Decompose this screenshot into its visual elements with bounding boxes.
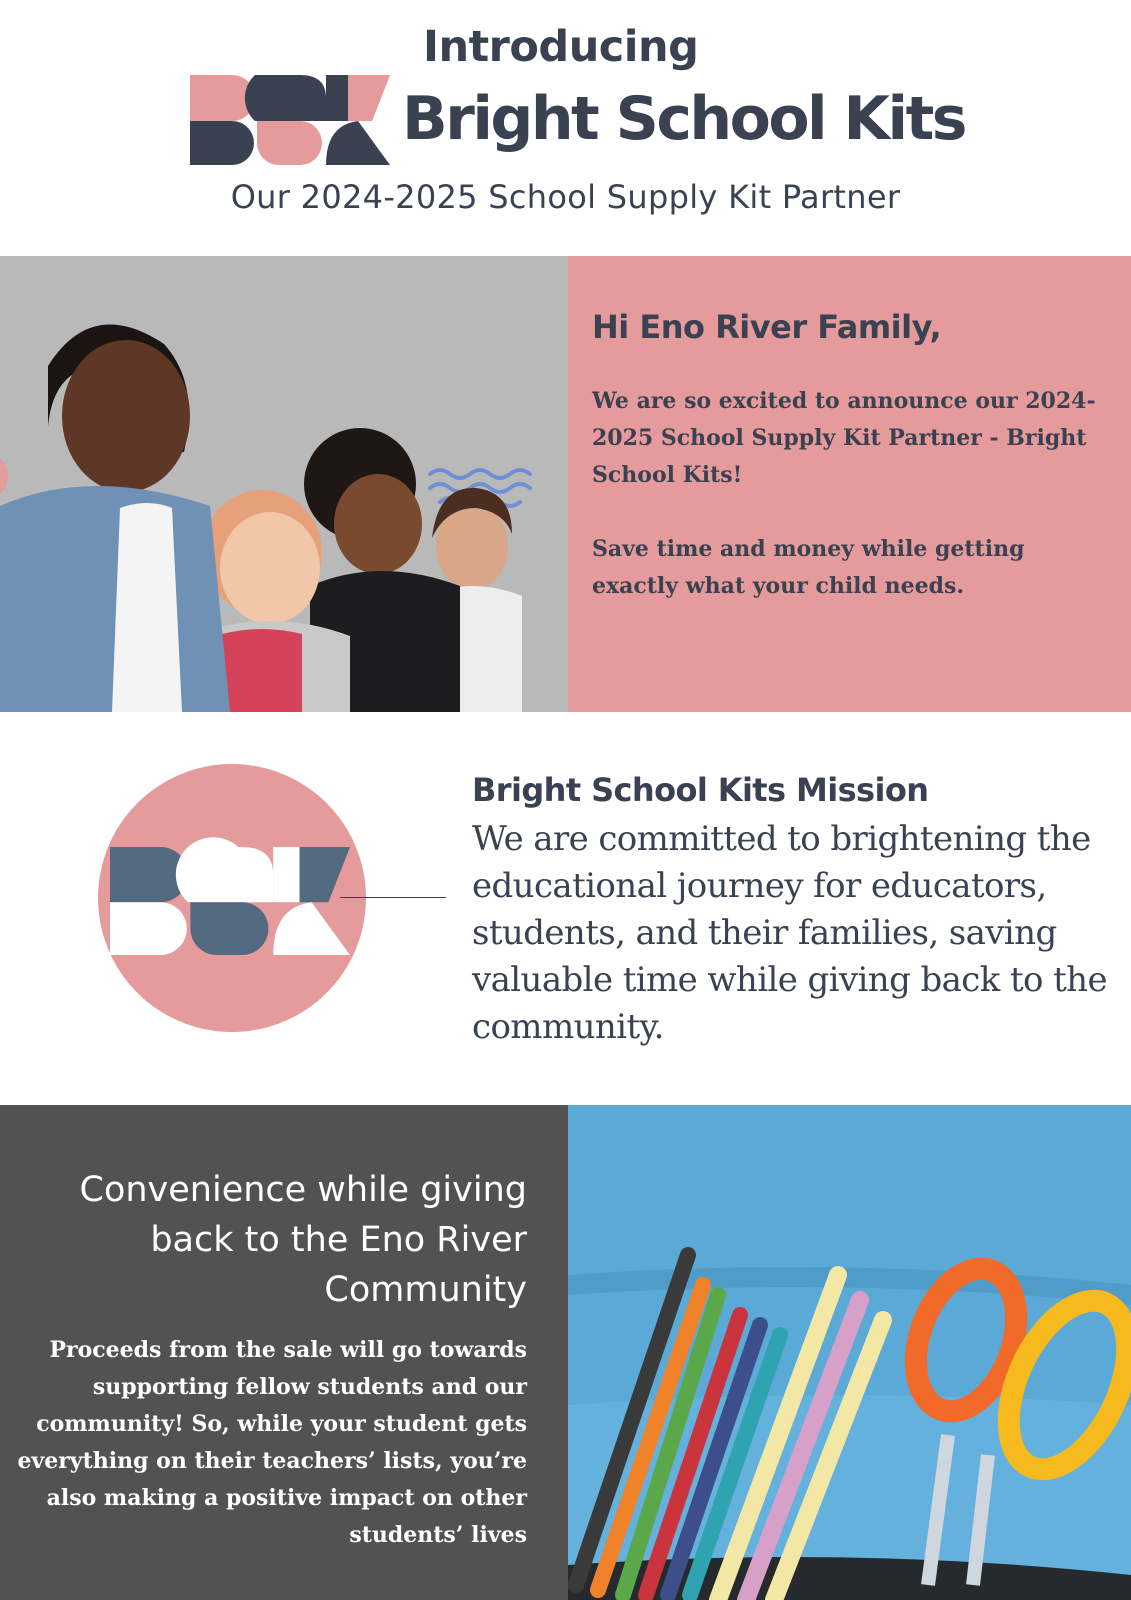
greeting-panel (568, 256, 1131, 712)
mission-title: Bright School Kits Mission (472, 771, 929, 809)
intro-heading: Introducing (423, 22, 699, 72)
header-section (0, 0, 1131, 256)
bsk-logo-icon (190, 75, 390, 165)
greeting-paragraph-2: Save time and money while getting exactly what your child needs. (592, 536, 1025, 599)
greeting-title: Hi Eno River Family, (592, 308, 942, 346)
supplies-illustration (568, 1105, 1131, 1600)
mission-text: We are committed to brightening the educational journey for educators, students, and their families, saving valuable time while giving back to the community. (472, 819, 1107, 1047)
community-title: Convenience while giving back to the Eno River Community (79, 1170, 527, 1310)
brand-name: Bright School Kits (402, 84, 965, 154)
mission-divider (340, 897, 446, 898)
community-panel (0, 1105, 568, 1600)
bsk-circle-logo-icon (98, 764, 366, 1032)
community-text: Proceeds from the sale will go towards supporting fellow students and our community! So, while your student gets everything on their teachers’ lists, you’re also making a positive impact on other students’ lives (17, 1337, 527, 1548)
subtitle: Our 2024-2025 School Supply Kit Partner (230, 178, 901, 216)
children-illustration (0, 256, 568, 712)
school-supplies-photo (568, 1105, 1131, 1600)
children-photo (0, 256, 568, 712)
greeting-paragraph-1: We are so excited to announce our 2024-2025 School Supply Kit Partner - Bright School Kits! (592, 388, 1096, 488)
